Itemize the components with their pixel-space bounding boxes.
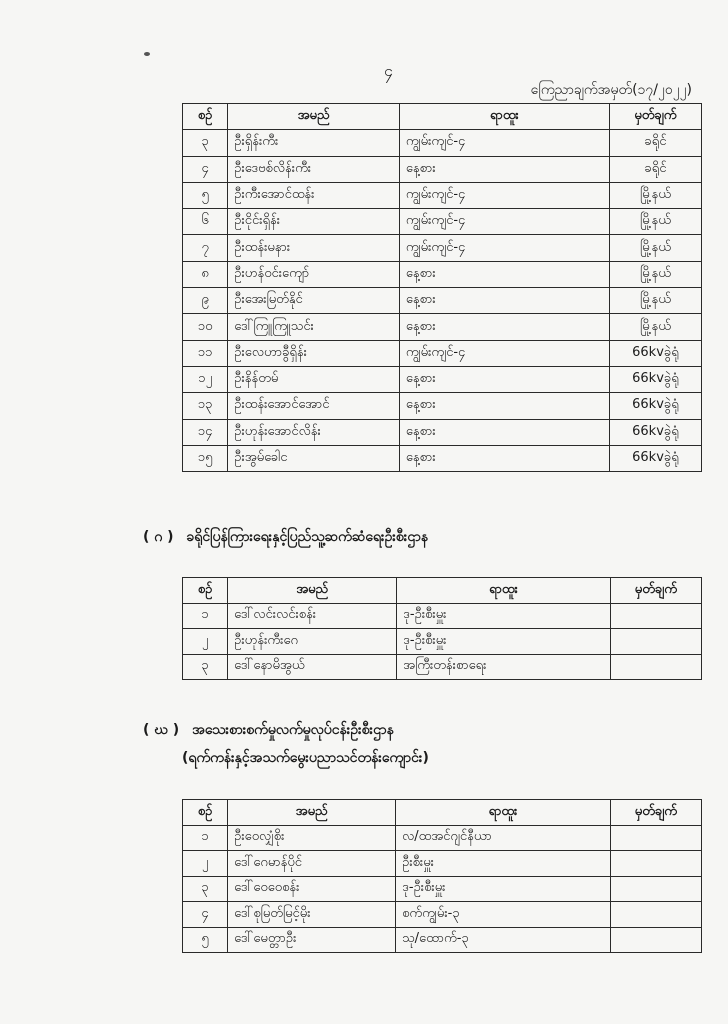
row-position: ကျွမ်းကျင်-၄ (399, 182, 609, 208)
table-row (183, 876, 702, 902)
row-position: အကြီးတန်းစာရေး (397, 654, 611, 680)
row-position: နေ့စား (399, 314, 609, 340)
header-remarks: မှတ်ချက် (610, 578, 701, 604)
row-remarks: 66kvခွဲရုံ (609, 445, 701, 471)
row-number: ၁ (183, 603, 228, 629)
header-name: အမည် (228, 104, 400, 130)
row-number: ၁၀ (183, 314, 228, 340)
table-row (183, 366, 702, 392)
row-name: ဦးကီးအောင်ထန်း (228, 182, 400, 208)
row-remarks (610, 825, 701, 851)
section-label: ( ဃ ) (143, 722, 180, 738)
row-position: ကျွမ်းကျင်-၄ (399, 209, 609, 235)
row-number: ၃ (183, 130, 228, 156)
row-position: ဒု-ဦးစီးမှူး (397, 603, 611, 629)
table-row (183, 340, 702, 366)
row-name: ဒေါ်ကြူကြူသင်း (228, 314, 400, 340)
row-position: နေ့စား (399, 288, 609, 314)
row-remarks (610, 851, 701, 877)
row-number: ၁၄ (183, 419, 228, 445)
row-remarks (610, 902, 701, 928)
header-position: ရာထူး (397, 578, 611, 604)
row-name: ဦးနိန်တမ် (228, 366, 400, 392)
table-header-row (183, 800, 702, 826)
row-number: ၁၂ (183, 366, 228, 392)
section-label: ( ဂ ) (143, 529, 174, 545)
row-position: နေ့စား (399, 366, 609, 392)
row-name: ဒေါ်မေတ္တာဦး (228, 927, 396, 953)
row-remarks (610, 876, 701, 902)
table-row (183, 927, 702, 953)
row-number: ၆ (183, 209, 228, 235)
row-name: ဦးအွမ်ခေါင (228, 445, 400, 471)
table-row (183, 902, 702, 928)
page-number: ၄ (384, 61, 393, 80)
row-remarks (610, 629, 701, 655)
row-name: ဒေါ်ဂေမာန်ပိုင် (228, 851, 396, 877)
row-name: ဒေါ်နောမိအွယ် (228, 654, 397, 680)
header-name: အမည် (228, 800, 396, 826)
row-name: ဦးထန်းအောင်အောင် (228, 393, 400, 419)
table-row (183, 156, 702, 182)
row-number: ၈ (183, 261, 228, 287)
row-number: ၉ (183, 288, 228, 314)
table-row (183, 825, 702, 851)
header-no: စဉ် (183, 104, 228, 130)
row-number: ၅ (183, 182, 228, 208)
row-remarks: မြို့နယ် (609, 235, 701, 261)
header-position: ရာထူး (399, 104, 609, 130)
table-row (183, 130, 702, 156)
row-remarks: 66kvခွဲရုံ (609, 393, 701, 419)
table-row (183, 851, 702, 877)
row-remarks: 66kvခွဲရုံ (609, 366, 701, 392)
row-name: ဦးဟန်ဝင်းကျော် (228, 261, 400, 287)
row-number: ၂ (183, 629, 228, 655)
header-name: အမည် (228, 578, 397, 604)
table-row (183, 603, 702, 629)
row-remarks: မြို့နယ် (609, 182, 701, 208)
section-heading-ga (143, 527, 428, 548)
row-name: ဒေါ်ဝေဝေစန်း (228, 876, 396, 902)
row-position: ဒု-ဦးစီးမှူး (397, 629, 611, 655)
header-no: စဉ် (183, 578, 228, 604)
row-remarks (610, 654, 701, 680)
staff-table-2 (182, 577, 702, 680)
scan-speck (144, 52, 150, 56)
table-row (183, 654, 702, 680)
row-name: ဦးဒေဗစ်လိန်းကီး (228, 156, 400, 182)
row-remarks (610, 927, 701, 953)
table-row (183, 209, 702, 235)
table-row (183, 629, 702, 655)
header-remarks: မှတ်ချက် (610, 800, 701, 826)
row-name: ဦးဟုန်းအောင်လိန်း (228, 419, 400, 445)
table-row (183, 261, 702, 287)
section-heading-gha (143, 720, 394, 741)
row-remarks: ခရိုင် (609, 156, 701, 182)
row-remarks: မြို့နယ် (609, 261, 701, 287)
row-remarks: မြို့နယ် (609, 314, 701, 340)
row-number: ၃ (183, 876, 228, 902)
row-number: ၁ (183, 825, 228, 851)
table-row (183, 235, 702, 261)
row-position: စက်ကျွမ်း-၃ (396, 902, 611, 928)
row-remarks: မြို့နယ် (609, 288, 701, 314)
section-subtitle: (ရက်ကန်းနှင့်အသက်မွေးပညာသင်တန်းကျောင်း) (182, 750, 429, 766)
row-position: နေ့စား (399, 445, 609, 471)
row-name: ဒေါ်စုမြတ်မြင့်မိုး (228, 902, 396, 928)
row-name: ဦးဝေလျှံစိုး (228, 825, 396, 851)
row-name: ဦးထန်းမနား (228, 235, 400, 261)
row-position: နေ့စား (399, 393, 609, 419)
row-number: ၁၁ (183, 340, 228, 366)
row-position: သု/ထောက်-၃ (396, 927, 611, 953)
row-position: ကျွမ်းကျင်-၄ (399, 340, 609, 366)
section-title: အသေးစားစက်မှုလက်မှုလုပ်ငန်းဦးစီးဌာန (192, 722, 394, 738)
row-number: ၄ (183, 156, 228, 182)
row-remarks: 66kvခွဲရုံ (609, 340, 701, 366)
row-name: ဒေါ်လင်းလင်းစန်း (228, 603, 397, 629)
row-remarks: ခရိုင် (609, 130, 701, 156)
header-position: ရာထူး (396, 800, 611, 826)
row-name: ဦးလေဟာခွီရှိန်း (228, 340, 400, 366)
table-header-row (183, 578, 702, 604)
row-name: ဦးအေးမြတ်နိုင် (228, 288, 400, 314)
table-row (183, 182, 702, 208)
row-remarks: 66kvခွဲရုံ (609, 419, 701, 445)
table-header-row (183, 104, 702, 130)
row-position: ဦးစီးမှူး (396, 851, 611, 877)
row-remarks: မြို့နယ် (609, 209, 701, 235)
row-position: နေ့စား (399, 156, 609, 182)
row-position: နေ့စား (399, 261, 609, 287)
row-number: ၁၃ (183, 393, 228, 419)
row-name: ဦးရှိန်းကီး (228, 130, 400, 156)
header-remarks: မှတ်ချက် (609, 104, 701, 130)
table-row (183, 419, 702, 445)
row-position: ဒု-ဦးစီးမှူး (396, 876, 611, 902)
row-number: ၇ (183, 235, 228, 261)
table-row (183, 314, 702, 340)
row-name: ဦးငိုင်းရှိန်း (228, 209, 400, 235)
row-number: ၅ (183, 927, 228, 953)
table-row (183, 393, 702, 419)
row-position: နေ့စား (399, 419, 609, 445)
announcement-reference: ကြေညာချက်အမှတ်(၁၇/၂၀၂၂) (530, 82, 692, 98)
row-number: ၂ (183, 851, 228, 877)
section-title: ခရိုင်ပြန်ကြားရေးနှင့်ပြည်သူ့ဆက်ဆံရေးဦးစီးဌာန (186, 529, 429, 545)
row-remarks (610, 603, 701, 629)
row-name: ဦးဟုန်းကီးဂေ (228, 629, 397, 655)
row-position: ကျွမ်းကျင်-၄ (399, 235, 609, 261)
staff-table-3 (182, 799, 702, 953)
table-row (183, 445, 702, 471)
row-position: ကျွမ်းကျင်-၄ (399, 130, 609, 156)
header-no: စဉ် (183, 800, 228, 826)
row-number: ၁၅ (183, 445, 228, 471)
row-number: ၃ (183, 654, 228, 680)
row-number: ၄ (183, 902, 228, 928)
staff-table-1 (182, 103, 702, 472)
row-position: လ/ထအင်ဂျင်နီယာ (396, 825, 611, 851)
table-row (183, 288, 702, 314)
